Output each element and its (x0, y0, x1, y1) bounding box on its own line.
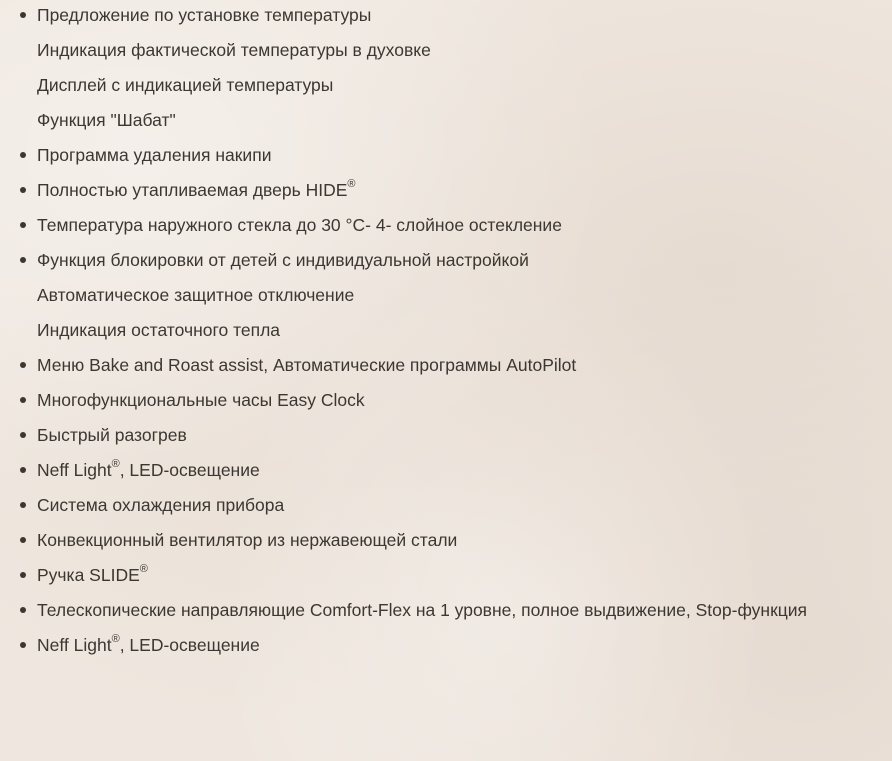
feature-text: Многофункциональные часы Easy Clock (37, 390, 365, 410)
feature-text: Neff Light®, LED-освещение (37, 458, 260, 480)
list-item (0, 250, 892, 341)
bullet-icon (20, 502, 26, 508)
bullet-icon (20, 607, 26, 613)
list-item (0, 530, 892, 551)
feature-text: Меню Bake and Roast assist, Автоматические программы AutoPilot (37, 355, 577, 375)
feature-text: Полностью утапливаемая дверь HIDE® (37, 178, 356, 200)
list-item (0, 565, 892, 586)
bullet-icon (20, 222, 26, 228)
bullet-icon (20, 152, 26, 158)
feature-text: Ручка SLIDE® (37, 563, 148, 585)
bullet-icon (20, 642, 26, 648)
feature-text: Дисплей с индикацией температуры (37, 75, 334, 95)
list-item (0, 355, 892, 376)
feature-text: Быстрый разогрев (37, 425, 187, 445)
feature-text: Предложение по установке температуры (37, 5, 372, 25)
list-item (0, 180, 892, 201)
feature-text: Телескопические направляющие Comfort-Flex на 1 уровне, полное выдвижение, Stop-функция (37, 600, 807, 620)
list-item (0, 215, 892, 236)
bullet-icon (20, 572, 26, 578)
bullet-icon (20, 187, 26, 193)
feature-text: Функция "Шабат" (37, 110, 176, 130)
bullet-icon (20, 537, 26, 543)
feature-text: Автоматическое защитное отключение (37, 285, 355, 305)
feature-text: Конвекционный вентилятор из нержавеющей стали (37, 530, 458, 550)
feature-text: Индикация остаточного тепла (37, 320, 281, 340)
feature-text: Neff Light®, LED-освещение (37, 633, 260, 655)
list-item (0, 635, 892, 656)
list-item (0, 425, 892, 446)
bullet-icon (20, 432, 26, 438)
feature-text: Функция блокировки от детей с индивидуальной настройкой (37, 250, 529, 270)
feature-text: Программа удаления накипи (37, 145, 272, 165)
feature-text: Система охлаждения прибора (37, 495, 285, 515)
feature-text: Температура наружного стекла до 30 °C- 4- слойное остекление (37, 215, 562, 235)
bullet-icon (20, 467, 26, 473)
bullet-icon (20, 362, 26, 368)
list-item (0, 390, 892, 411)
list-item (0, 460, 892, 481)
bullet-icon (20, 257, 26, 263)
bullet-icon (20, 397, 26, 403)
list-item (0, 5, 892, 131)
list-item (0, 495, 892, 516)
bullet-icon (20, 12, 26, 18)
list-item (0, 600, 892, 621)
list-item (0, 145, 892, 166)
feature-text: Индикация фактической температуры в духовке (37, 40, 431, 60)
